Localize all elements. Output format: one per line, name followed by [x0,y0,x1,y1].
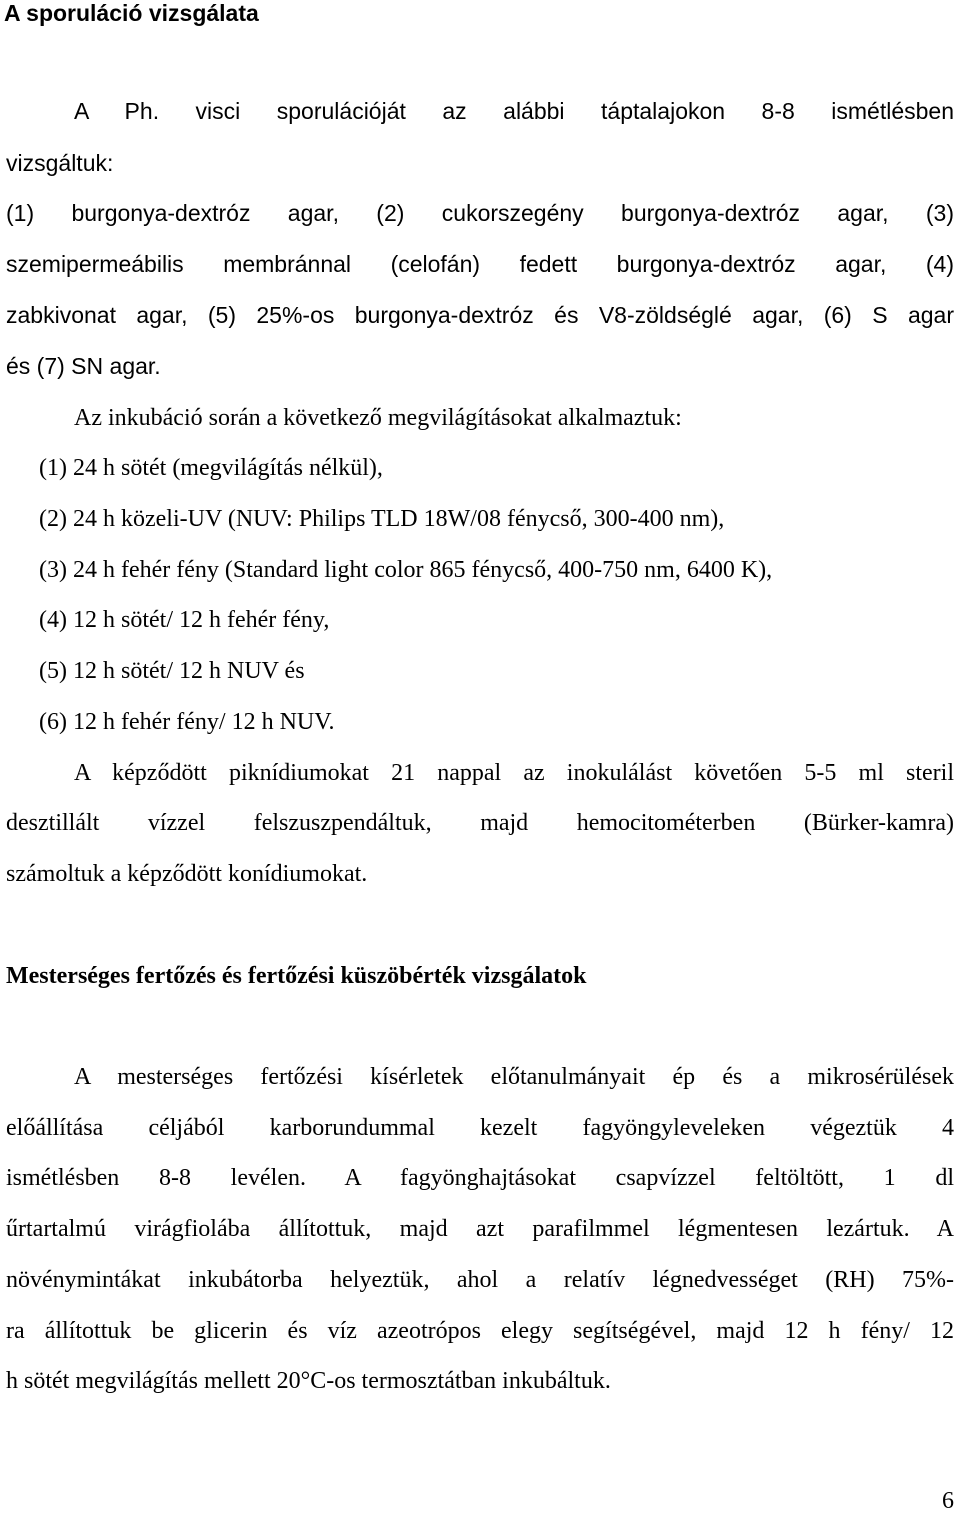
paragraph-line: A képződött piknídiumokat 21 nappal az inokulálást követően 5-5 ml steril [74,760,954,786]
list-item: (1) 24 h sötét (megvilágítás nélkül), [39,455,383,481]
paragraph-line: előállítása céljából karborundummal kezelt fagyöngyleveleken végeztük 4 [6,1115,954,1141]
page-number: 6 [942,1488,954,1514]
list-item: (5) 12 h sötét/ 12 h NUV és [39,658,305,684]
page-title: A sporuláció vizsgálata [4,0,259,26]
paragraph-line: A mesterséges fertőzési kísérletek előtanulmányait ép és a mikrosérülések [74,1064,954,1090]
list-item: (4) 12 h sötét/ 12 h fehér fény, [39,607,330,633]
list-item: (2) 24 h közeli-UV (NUV: Philips TLD 18W/08 fénycső, 300-400 nm), [39,506,725,532]
paragraph-line: és (7) SN agar. [6,353,161,379]
paragraph-line: zabkivonat agar, (5) 25%-os burgonya-dextróz és V8-zöldséglé agar, (6) S agar [6,302,954,328]
paragraph-line: ismétlésben 8-8 levélen. A fagyönghajtásokat csapvízzel feltöltött, 1 dl [6,1165,954,1191]
list-item: (6) 12 h fehér fény/ 12 h NUV. [39,709,335,735]
list-item: (3) 24 h fehér fény (Standard light color 865 fénycső, 400-750 nm, 6400 K), [39,557,773,583]
illumination-intro: Az inkubáció során a következő megvilágításokat alkalmaztuk: [74,405,682,431]
paragraph-line: ra állítottuk be glicerin és víz azeotrópos elegy segítségével, majd 12 h fény/ 12 [6,1318,954,1344]
paragraph-line: h sötét megvilágítás mellett 20°C-os termosztátban inkubáltuk. [6,1368,611,1394]
paragraph-line: szemipermeábilis membránnal (celofán) fedett burgonya-dextróz agar, (4) [6,251,954,277]
paragraph-line: (1) burgonya-dextróz agar, (2) cukorszegény burgonya-dextróz agar, (3) [6,200,954,226]
paragraph-line: A Ph. visci sporulációját az alábbi táptalajokon 8-8 ismétlésben [74,98,954,124]
paragraph-line: vizsgáltuk: [6,150,114,176]
paragraph-line: számoltuk a képződött konídiumokat. [6,861,368,887]
paragraph-line: desztillált vízzel felszuszpendáltuk, majd hemocitométerben (Bürker-kamra) [6,810,954,836]
paragraph-line: növénymintákat inkubátorba helyeztük, ahol a relatív légnedvességet (RH) 75%- [6,1267,954,1293]
section-heading: Mesterséges fertőzés és fertőzési küszöbérték vizsgálatok [6,963,587,989]
paragraph-line: űrtartalmú virágfiolába állítottuk, majd azt parafilmmel légmentesen lezártuk. A [6,1216,954,1242]
